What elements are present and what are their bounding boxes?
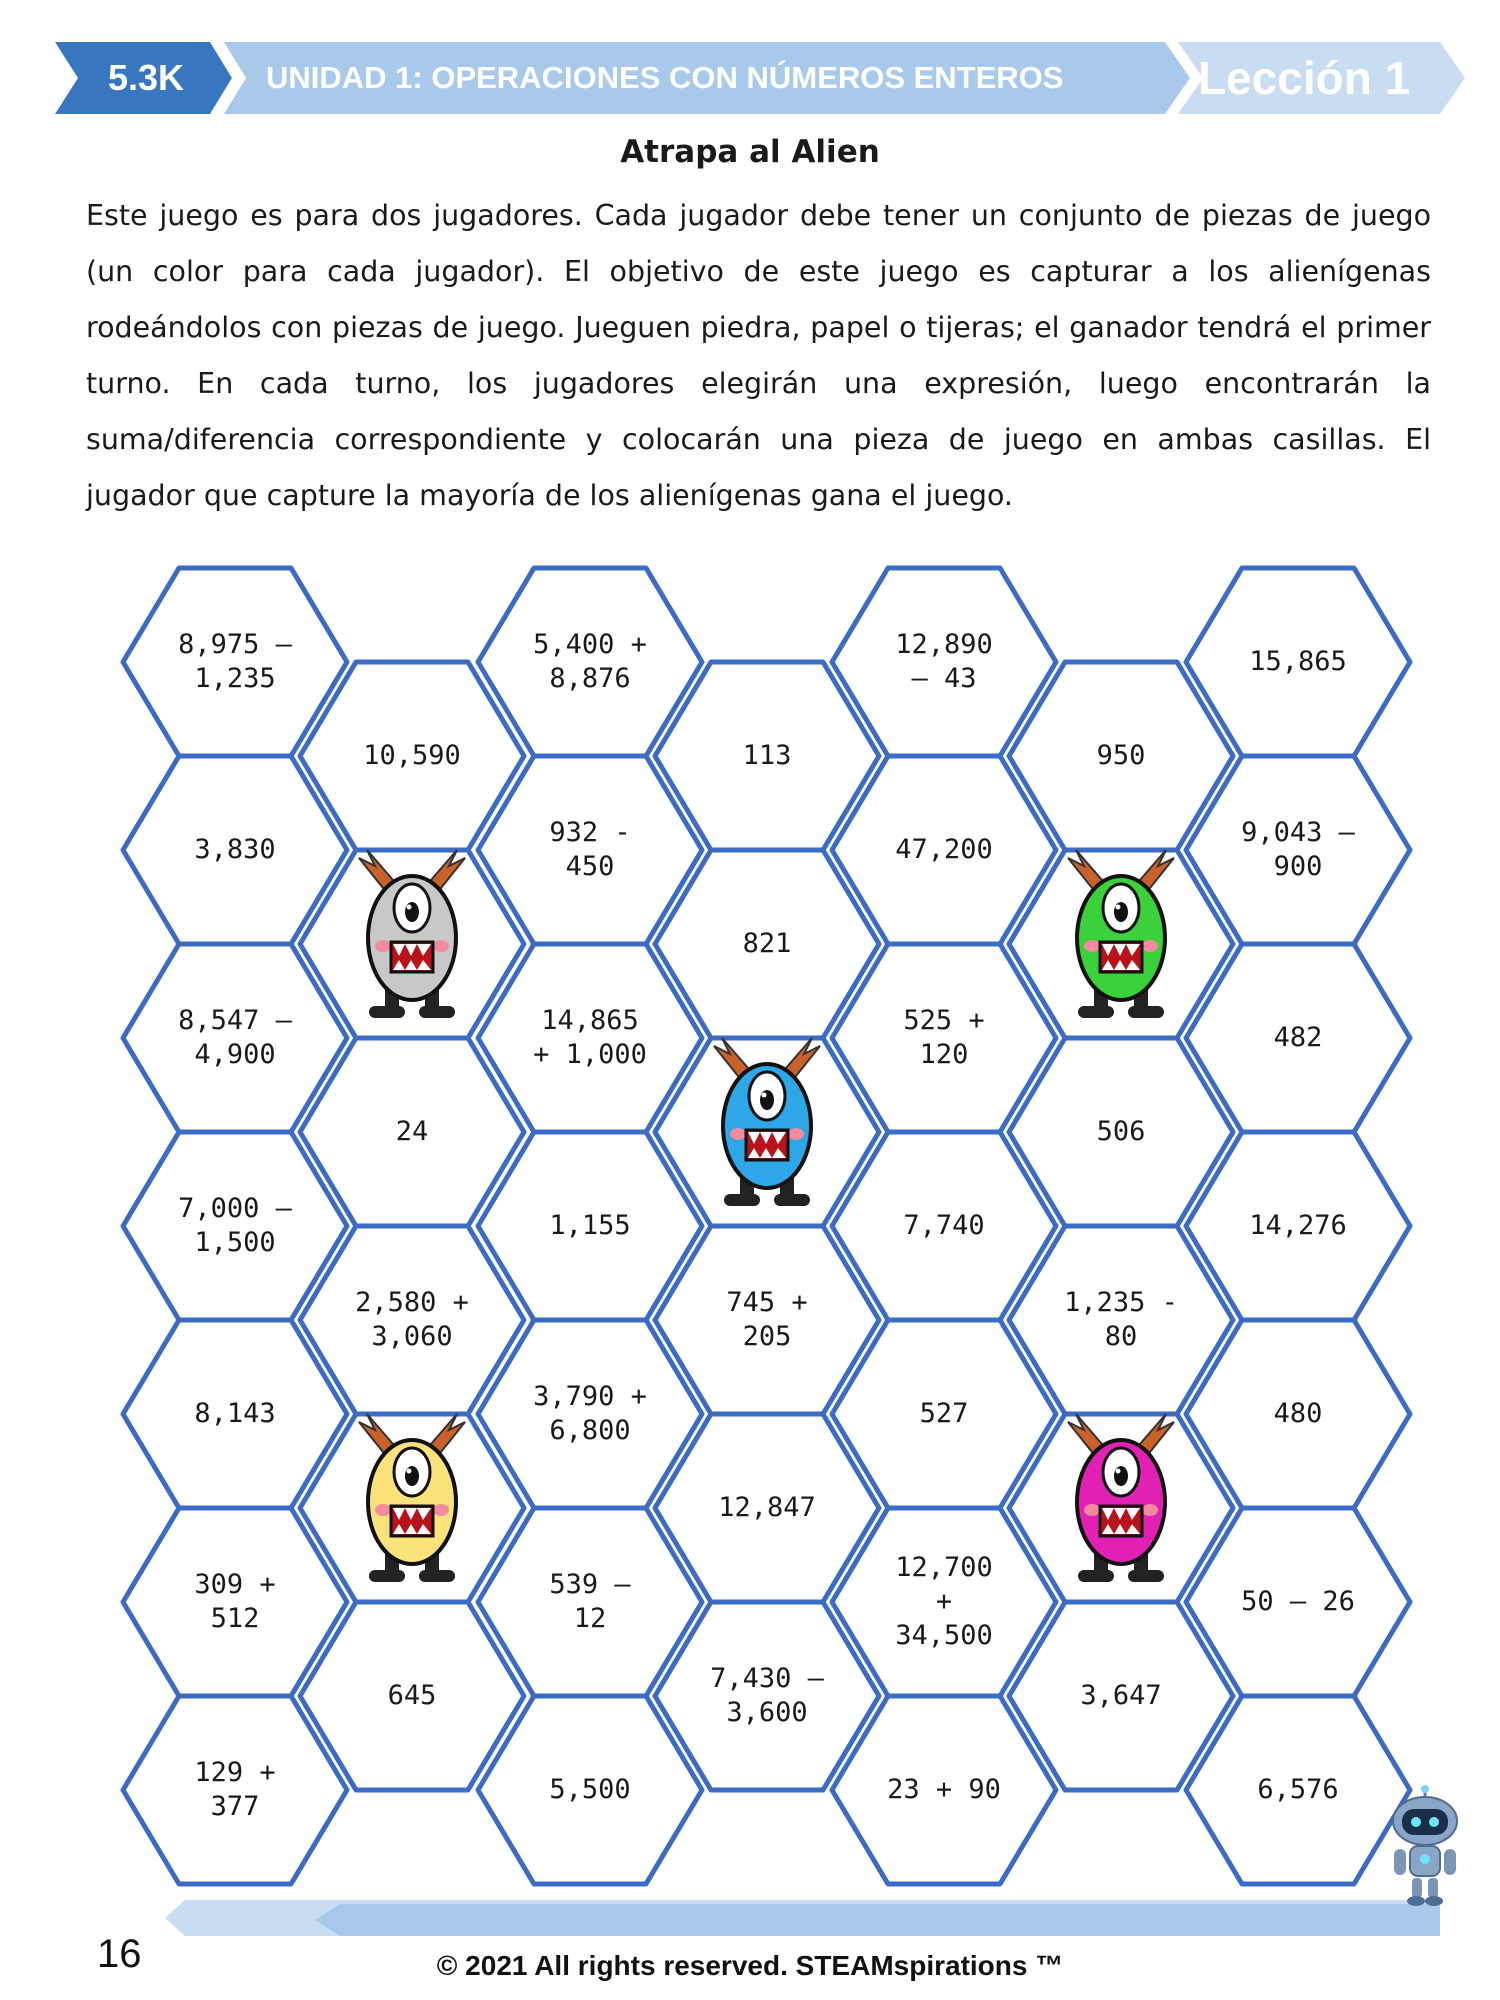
robot-mascot-icon bbox=[1380, 1783, 1470, 1908]
hex-cell-label: 12,847 bbox=[718, 1492, 816, 1523]
game-instructions: Este juego es para dos jugadores. Cada jugador debe tener un conjunto de piezas de juego (un color para cada jugador). El objetivo de este juego es capturar a los alienígenas rodeándolos con piezas de juego. Jueguen piedra, papel o tijeras; el ganador tendrá el primer turno. En cada turno, los jugadores elegirán una expresión, luego encontrarán la suma/diferencia correspondiente y colocarán una pieza de juego en ambas casillas. El jugador que capture la mayoría de los alienígenas gana el juego. bbox=[86, 199, 1431, 512]
hex-cell-label: 1,155 bbox=[549, 1210, 631, 1241]
hex-cell-label: 525 + 120 bbox=[903, 1005, 985, 1070]
copyright-notice: © 2021 All rights reserved. STEAMspirations ™ bbox=[436, 1950, 1064, 1981]
hex-cell-label: 24 bbox=[395, 1116, 429, 1147]
hex-cell-label: 309 + 512 bbox=[194, 1569, 276, 1634]
hex-cell-label: 12,890 – 43 bbox=[895, 629, 993, 694]
hex-cell-label: 950 bbox=[1096, 740, 1146, 771]
hex-cell-label: 1,235 - 80 bbox=[1064, 1287, 1178, 1352]
hex-cell-label: 8,547 – 4,900 bbox=[178, 1005, 292, 1070]
hex-cell-label: 14,865 + 1,000 bbox=[533, 1005, 647, 1070]
green-alien-icon bbox=[1056, 838, 1186, 1028]
blue-alien-icon bbox=[702, 1026, 832, 1216]
lesson-banner bbox=[0, 0, 1500, 120]
hex-cell-label: 50 – 26 bbox=[1241, 1586, 1355, 1617]
hex-cell-label: 527 bbox=[919, 1398, 969, 1429]
hex-cell-label: 8,143 bbox=[194, 1398, 276, 1429]
hex-cell-label: 506 bbox=[1096, 1116, 1146, 1147]
hex-cell-label: 539 – 12 bbox=[549, 1569, 631, 1634]
hex-cell-label: 113 bbox=[742, 740, 792, 771]
lesson-number: Lección 1 bbox=[1198, 52, 1411, 104]
lesson-code: 5.3K bbox=[108, 57, 185, 98]
unit-title: UNIDAD 1: OPERACIONES CON NÚMEROS ENTEROS bbox=[266, 60, 1064, 95]
hex-cell-label: 7,740 bbox=[903, 1210, 985, 1241]
hex-cell-label: 129 + 377 bbox=[194, 1757, 276, 1822]
hex-cell-label: 932 - 450 bbox=[549, 817, 631, 882]
hex-cell-label: 3,647 bbox=[1080, 1680, 1162, 1711]
page-number: 16 bbox=[97, 1932, 142, 1976]
hex-cell-label: 8,975 – 1,235 bbox=[178, 629, 292, 694]
hex-cell-label: 5,500 bbox=[549, 1774, 631, 1805]
hex-cell-label: 9,043 – 900 bbox=[1241, 817, 1355, 882]
hex-cell-label: 7,430 – 3,600 bbox=[710, 1663, 824, 1728]
hex-cell-label: 821 bbox=[742, 928, 792, 959]
hex-cell-label: 47,200 bbox=[895, 834, 993, 865]
hex-cell-label: 14,276 bbox=[1249, 1210, 1347, 1241]
game-title: Atrapa al Alien bbox=[620, 134, 880, 170]
footer-bar bbox=[165, 1900, 1440, 1942]
yellow-alien-icon bbox=[347, 1402, 477, 1592]
hex-cell-label: 2,580 + 3,060 bbox=[355, 1287, 469, 1352]
hex-cell-label: 7,000 – 1,500 bbox=[178, 1193, 292, 1258]
gray-alien-icon bbox=[347, 838, 477, 1028]
hex-cell-label: 3,790 + 6,800 bbox=[533, 1381, 647, 1446]
hex-cell-label: 12,700 + 34,500 bbox=[895, 1552, 993, 1651]
hex-cell-label: 10,590 bbox=[363, 740, 461, 771]
hex-cell-label: 480 bbox=[1273, 1398, 1323, 1429]
hex-cell-label: 482 bbox=[1273, 1022, 1323, 1053]
hex-cell-label: 15,865 bbox=[1249, 646, 1347, 677]
hex-cell-label: 5,400 + 8,876 bbox=[533, 629, 647, 694]
hex-cell-label: 6,576 bbox=[1257, 1774, 1339, 1805]
hex-cell-label: 23 + 90 bbox=[887, 1774, 1001, 1805]
hex-cell-label: 645 bbox=[387, 1680, 437, 1711]
magenta-alien-icon bbox=[1056, 1402, 1186, 1592]
hex-cell-label: 3,830 bbox=[194, 834, 276, 865]
hex-cell-label: 745 + 205 bbox=[726, 1287, 808, 1352]
